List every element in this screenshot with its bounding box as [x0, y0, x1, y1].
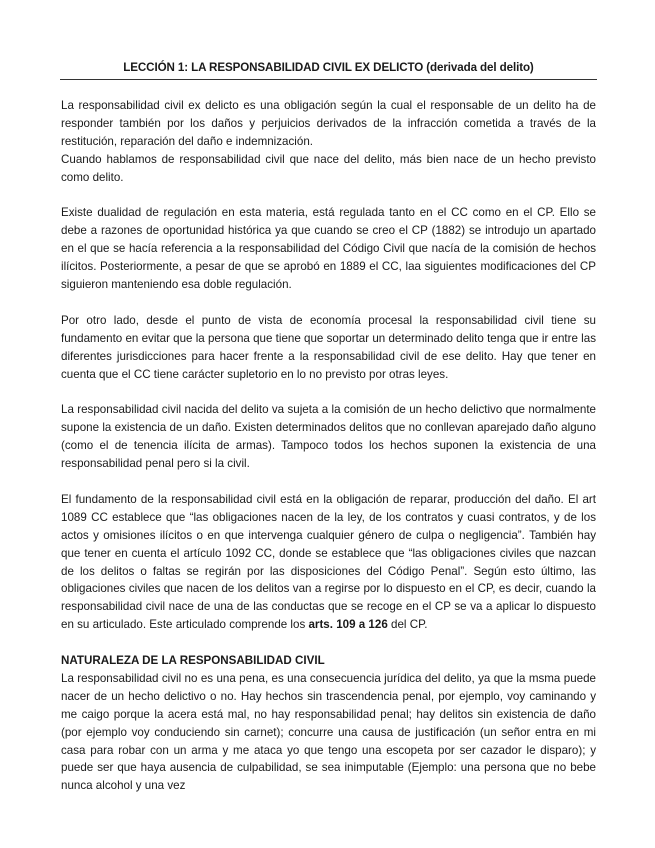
articles-reference: arts. 109 a 126	[308, 618, 388, 632]
title-container	[60, 58, 597, 77]
paragraph-3: Existe dualidad de regulación en esta materia, está regulada tanto en el CC como en el CP. Ello se debe a razones de oportunidad histórica ya que cuando se creo el CP (1882) se introdujo un apartado en el que se hacía referencia a la responsabilidad del Código Civil que nacía de la comisión de hechos ilícitos. Posteriormente, a pesar de que se aprobó en 1889 el CC, laa siguientes modificaciones del CP siguieron manteniendo esa doble regulación.	[61, 206, 596, 292]
paragraph-5: La responsabilidad civil nacida del delito va sujeta a la comisión de un hecho delictivo que normalmente supone la existencia de un daño. Existen determinados delitos que no conllevan aparejado daño alguno (como el de tenencia ilícita de armas). Tampoco todos los hechos suponen la existencia de una responsabilidad penal pero si la civil.	[61, 403, 596, 471]
paragraph-gap	[61, 634, 596, 652]
paragraph-7: La responsabilidad civil no es una pena, es una consecuencia jurídica del delito, ya que la msma puede nacer de un hecho delictivo o no. Hay hechos sin trascendencia penal, por ejemplo, voy caminando y me caigo porque la acera está mal, no hay responsabilidad penal; hay delitos sin existencia de daño (por ejemplo voy conduciendo sin carnet); concurre una causa de justificación (un señor entra en mi casa para robar con un arma y me ataca yo que tengo una escopeta por ser cazador le disparo); y puede ser que haya ausencia de culpabilidad, se sea inimputable (Ejemplo: una persona que no bebe nunca alcohol y una vez	[61, 671, 596, 793]
paragraph-gap	[61, 187, 596, 205]
paragraph-6	[61, 491, 596, 634]
document-body	[61, 97, 596, 795]
paragraph-2: Cuando hablamos de responsabilidad civil que nace del delito, más bien nace de un hecho previsto como delito.	[61, 152, 596, 184]
paragraph-6-text: El fundamento de la responsabilidad civil está en la obligación de reparar, producción del daño. El art 1089 CC establece que “las obligaciones nacen de la ley, de los contratos y cuasi contratos, y de los actos y omisiones ilícitos o en que intervenga cualquier género de culpa o negligencia”. También hay que tener en cuenta el artículo 1092 CC, donde se establece que “las obligaciones civiles que nazcan de los delitos o faltas se regirán por las disposiciones del Código Penal”. Según esto último, las obligaciones civiles que nacen de los delitos van a regirse por lo dispuesto en el CP, es decir, cuando la responsabilidad civil nace de una de las conductas que se recoge en el CP se va a aplicar lo dispuesto en su articulado. Este articulado comprende los	[61, 492, 596, 632]
paragraph-gap	[61, 294, 596, 312]
paragraph-4: Por otro lado, desde el punto de vista de economía procesal la responsabilidad civil tiene su fundamento en evitar que la persona que tiene que soportar un determinado delito tenga que ir entre las diferentes jurisdicciones para hacer frente a la responsabilidad civil de ese delito. Hay que tener en cuenta que el CC tiene carácter supletorio en lo no previsto por otras leyes.	[61, 313, 596, 381]
page-title: LECCIÓN 1: LA RESPONSABILIDAD CIVIL EX DELICTO (derivada del delito)	[123, 61, 534, 74]
paragraph-6-end: del CP.	[387, 618, 428, 632]
paragraph-gap	[61, 473, 596, 491]
paragraph-gap	[61, 383, 596, 401]
title-underline	[60, 79, 597, 80]
section-heading: NATURALEZA DE LA RESPONSABILIDAD CIVIL	[61, 654, 325, 668]
paragraph-1: La responsabilidad civil ex delicto es una obligación según la cual el responsable de un delito ha de responder también por los daños y perjuicios derivados de la infracción cometida a través de la restitución, reparación del daño e indemnización.	[61, 99, 596, 148]
